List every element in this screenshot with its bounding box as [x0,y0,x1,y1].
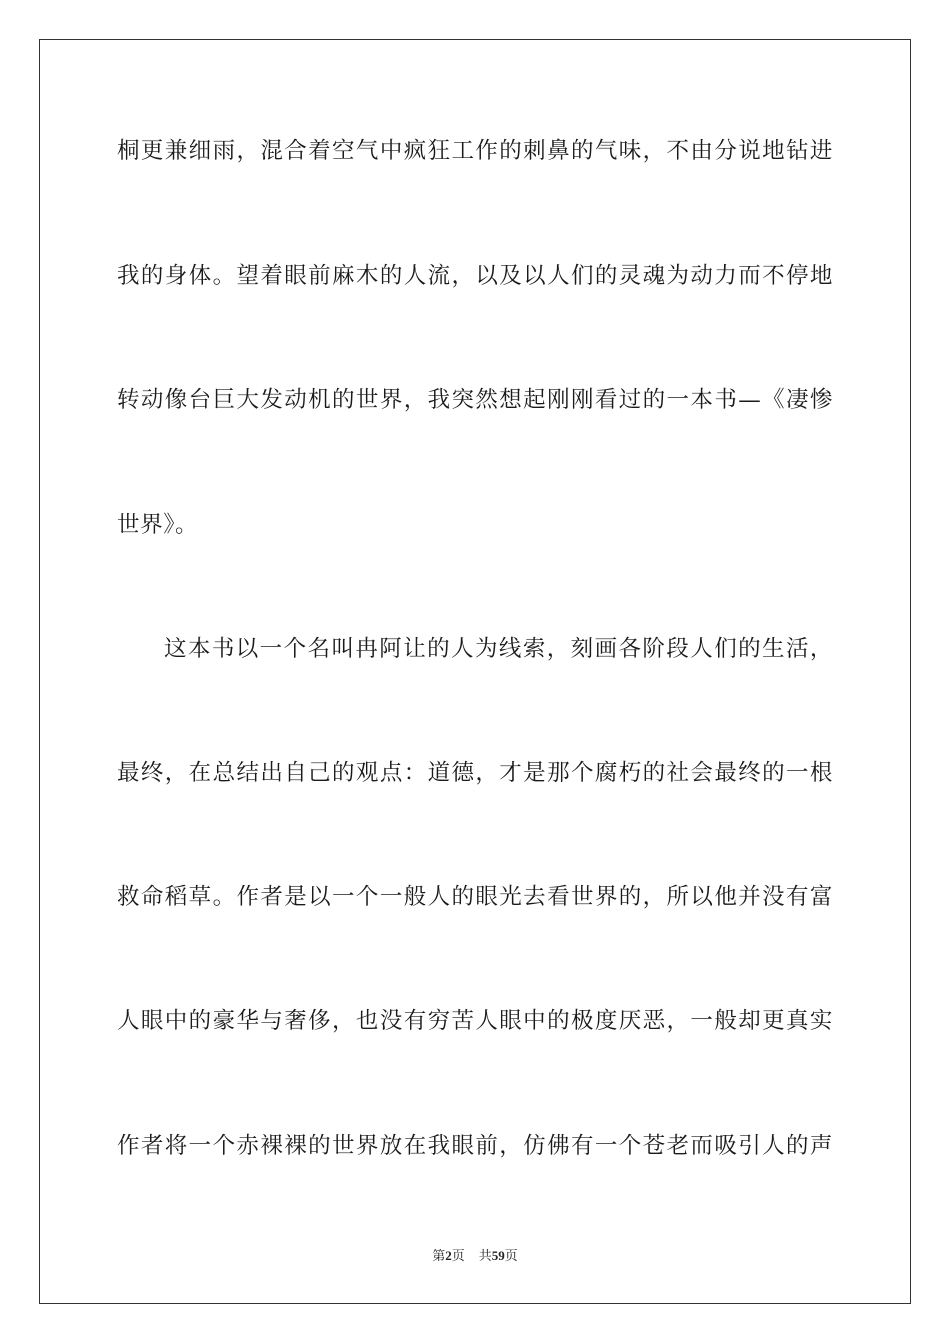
text-line: 作者将一个赤裸裸的世界放在我眼前，仿佛有一个苍老而吸引人的声 [117,1133,833,1159]
text-line: 转动像台巨大发动机的世界，我突然想起刚刚看过的一本书—《凄惨 [117,387,833,413]
page-indicator: 第2页 [432,1248,465,1264]
text-line: 救命稻草。作者是以一个一般人的眼光去看世界的，所以他并没有富 [117,884,833,910]
text-line: 桐更兼细雨，混合着空气中疯狂工作的刺鼻的气味，不由分说地钻进 [117,138,833,164]
text-line: 人眼中的豪华与奢侈，也没有穷苦人眼中的极度厌恶，一般却更真实 [117,1008,833,1034]
text-line: 世界》。 [117,512,199,538]
page-footer [0,1247,950,1266]
paragraph-first-line: 这本书以一个名叫冉阿让的人为线索，刻画各阶段人们的生活， [164,636,833,662]
text-line: 最终，在总结出自己的观点：道德，才是那个腐朽的社会最终的一根 [117,760,833,786]
total-pages-indicator: 共59页 [478,1248,518,1264]
text-line: 我的身体。望着眼前麻木的人流，以及以人们的灵魂为动力而不停地 [117,263,833,289]
page-border [39,39,911,1304]
